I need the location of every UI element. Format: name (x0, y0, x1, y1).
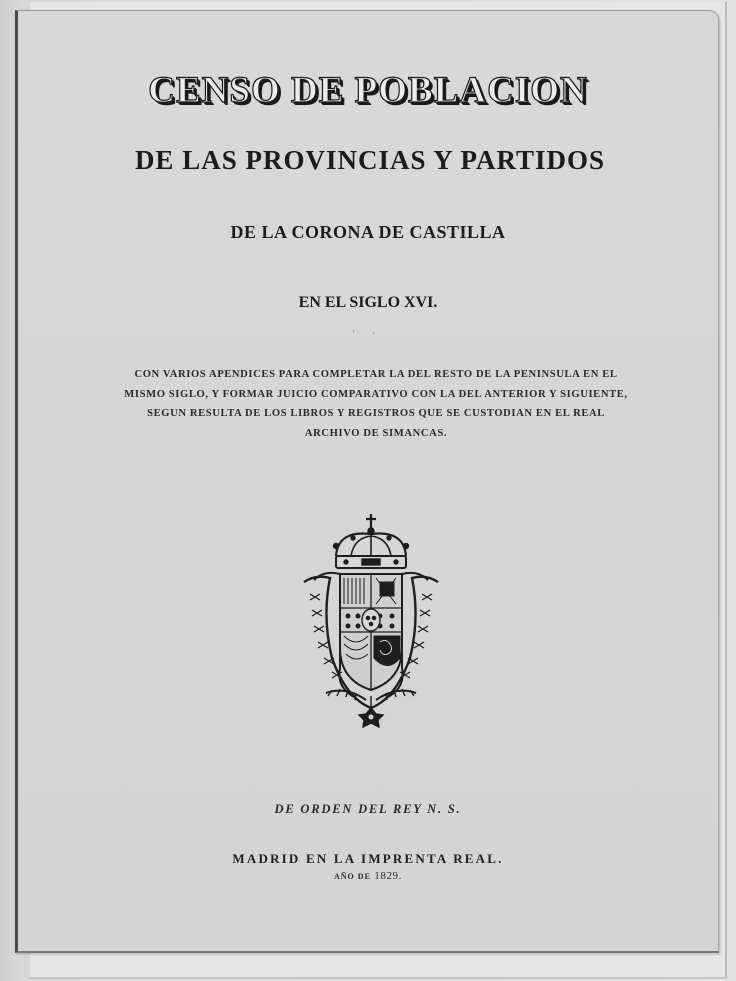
publication-year (18, 870, 718, 882)
main-title: CENSO DE POBLACION (148, 70, 588, 111)
description-line: MISMO SIGLO, Y FORMAR JUICIO COMPARATIVO CON LA DEL ANTERIOR Y SIGUIENTE, (124, 388, 628, 400)
subtitle-crown: DE LA CORONA DE CASTILLA (230, 222, 506, 242)
title-page (15, 10, 719, 953)
royal-order-line: DE ORDEN DEL REY N. S. (274, 802, 462, 816)
ink-specks: ' · (352, 329, 384, 338)
subtitle-provinces: DE LAS PROVINCIAS Y PARTIDOS (134, 145, 606, 175)
description-line: CON VARIOS APENDICES PARA COMPLETAR LA DEL RESTO DE LA PENINSULA EN EL (134, 369, 618, 380)
year-value: 1829. (374, 870, 402, 882)
description-line: SEGUN RESULTA DE LOS LIBROS Y REGISTROS QUE SE CUSTODIAN EN EL REAL (147, 408, 605, 419)
description (18, 365, 726, 443)
coat-of-arms-icon (296, 508, 446, 733)
subtitle-century: EN EL SIGLO XVI. (298, 294, 438, 311)
description-line: ARCHIVO DE SIMANCAS. (304, 427, 448, 439)
year-prefix: AÑO DE (334, 872, 371, 881)
imprint-line: MADRID EN LA IMPRENTA REAL. (232, 851, 504, 866)
